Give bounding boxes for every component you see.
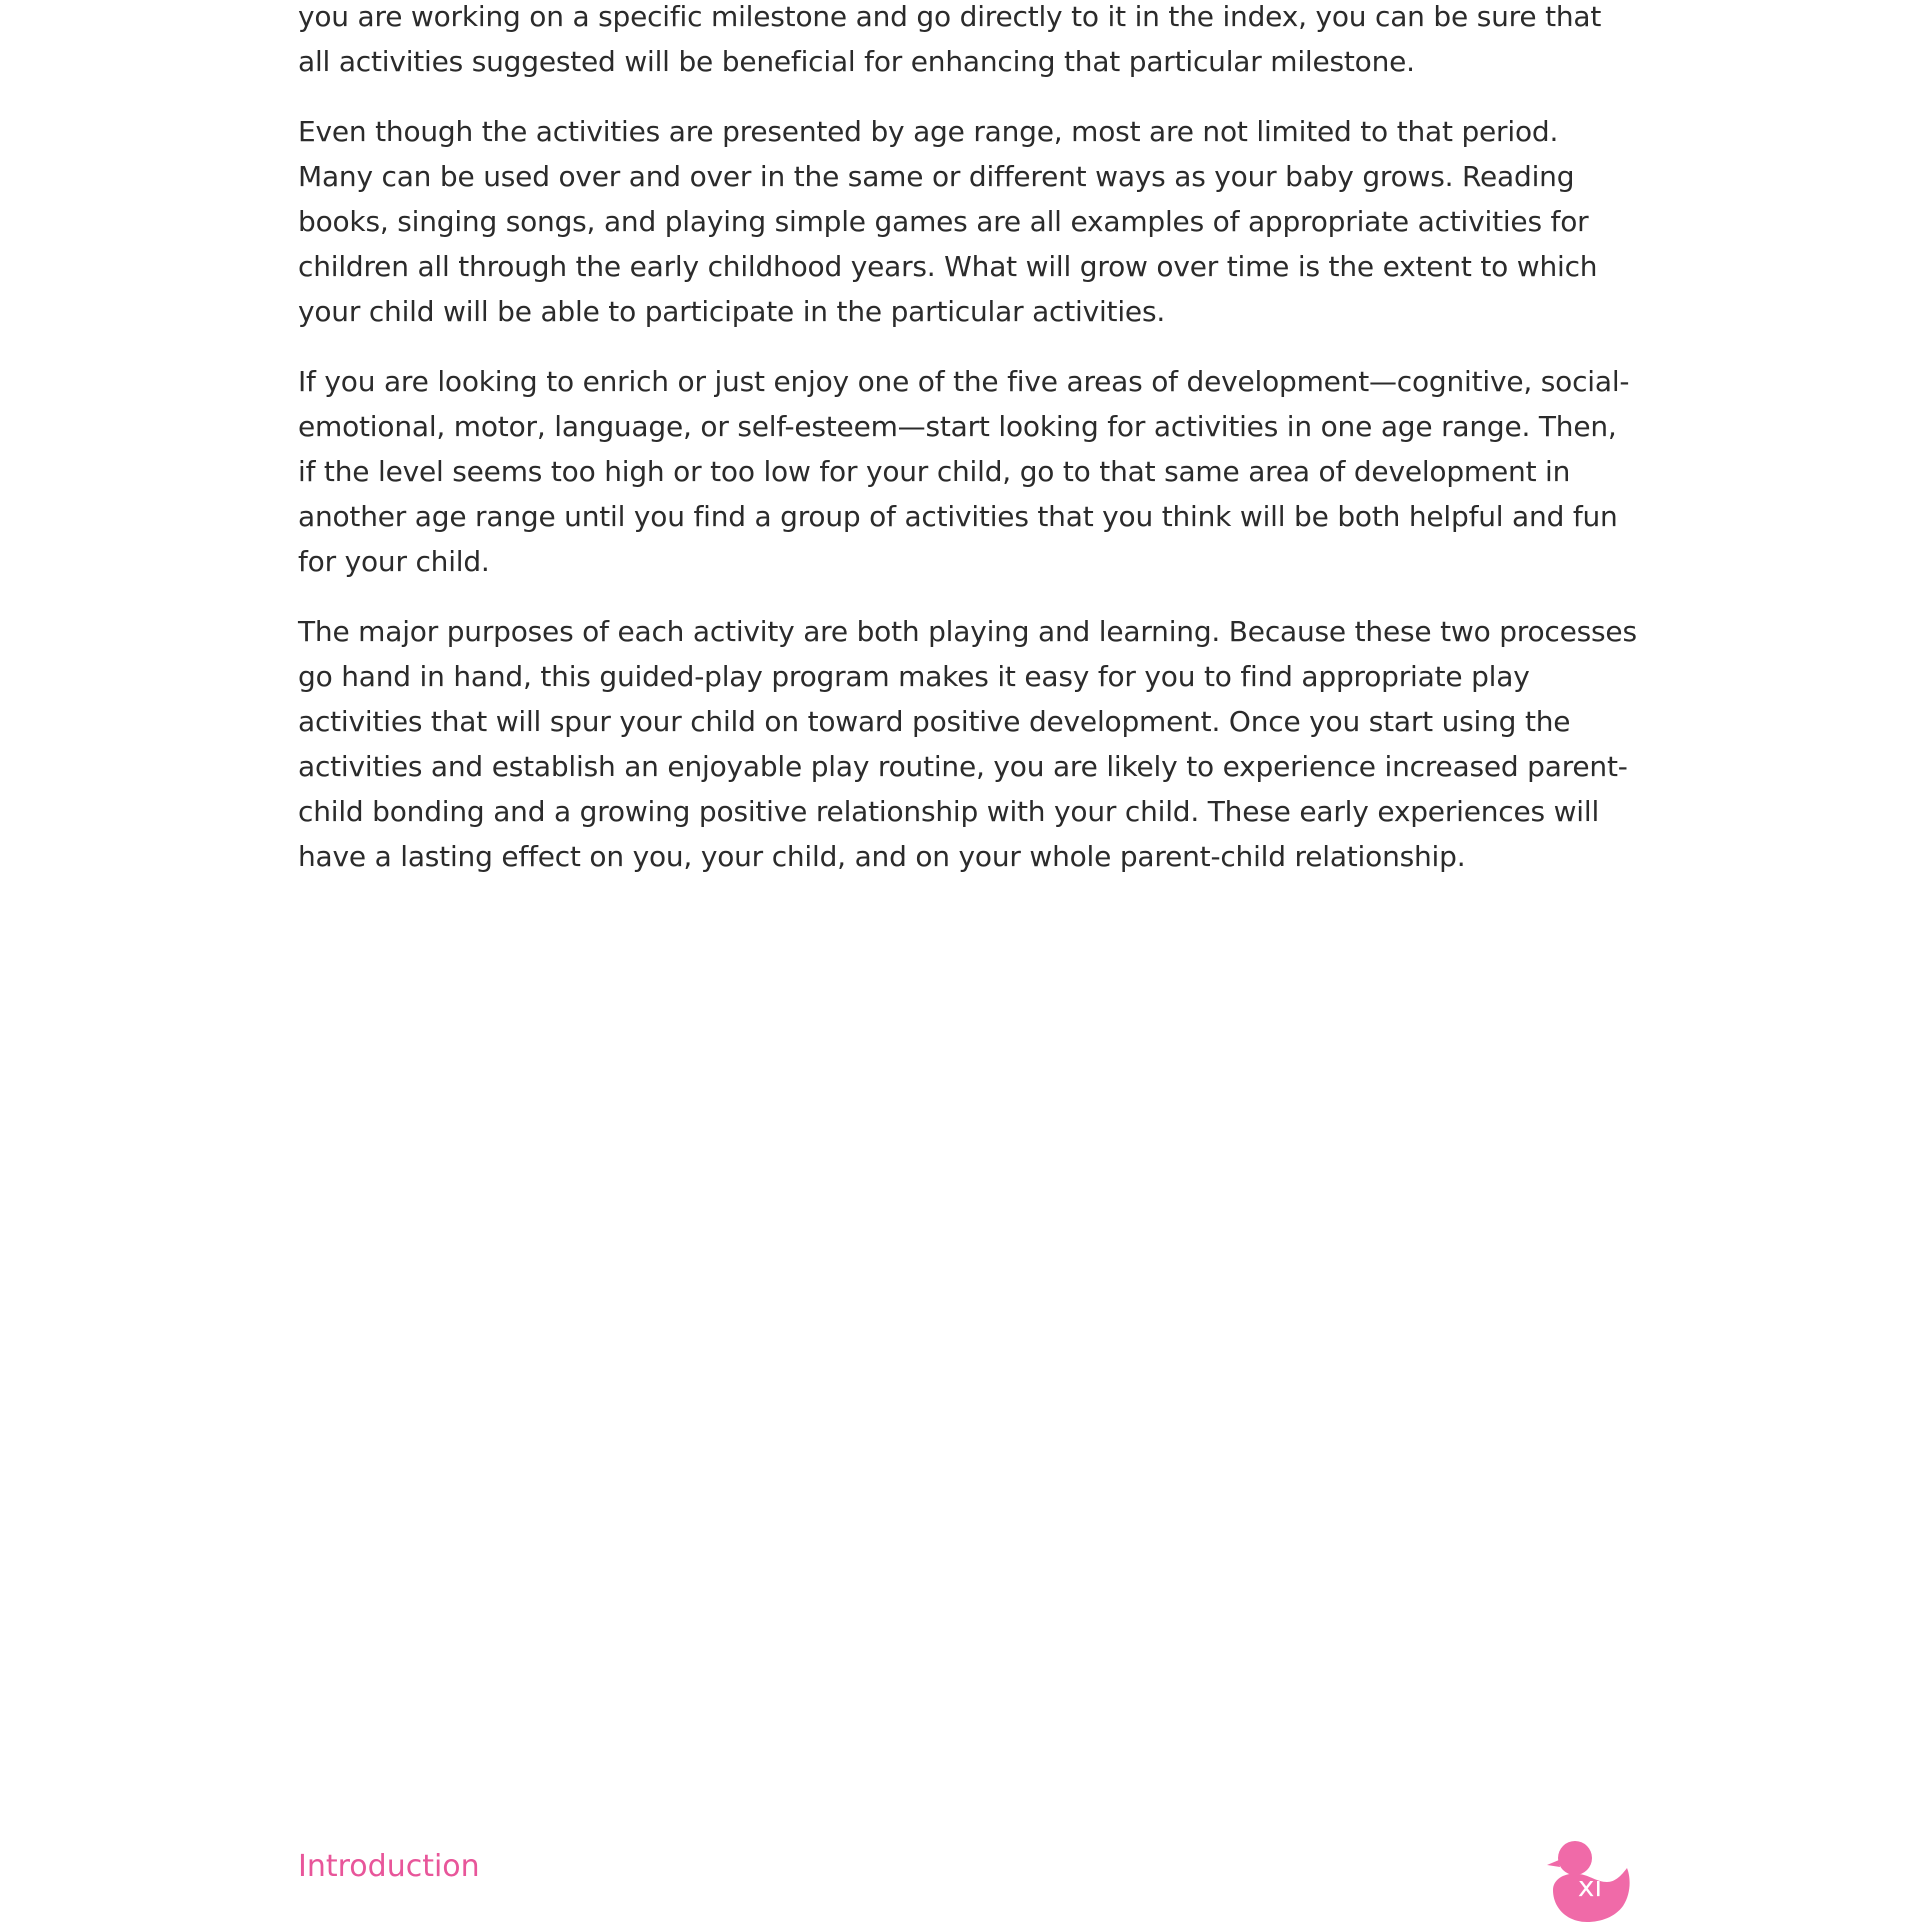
paragraph-2: Even though the activities are presented by age range, most are not limited to that period. Many can be used over and over in the same or different ways as your baby grows. Reading books, singing songs, and playing simple games are all examples of appropriate activities for children all through the early childhood years. What will grow over time is the extent to which your child will be able to participate in the particular activities. xyxy=(298,115,1598,328)
paragraph-3: If you are looking to enrich or just enjoy one of the five areas of development—cognitive, social-emotional, motor, language, or self-esteem—start looking for activities in one age range. Then, if the level seems too high or too low for your child, go to that same area of development in another age range until you find a group of activities that you think will be both helpful and fun for your child. xyxy=(298,365,1630,578)
paragraph-1: you are working on a specific milestone and go directly to it in the index, you can be sure that all activities suggested will be beneficial for enhancing that particular milestone. xyxy=(298,0,1602,78)
paragraph-4: The major purposes of each activity are both playing and learning. Because these two processes go hand in hand, this guided-play program makes it easy for you to find appropriate play activities that will spur your child on toward positive development. Once you start using the activities and establish an enjoyable play routine, you are likely to experience increased parent-child bonding and a growing positive relationship with your child. These early experiences will have a lasting effect on you, your child, and on your whole parent-child relationship. xyxy=(298,615,1637,873)
page-number: xi xyxy=(1577,1870,1603,1903)
footer-section-label: Introduction xyxy=(298,1849,480,1884)
body-text xyxy=(298,0,1638,904)
